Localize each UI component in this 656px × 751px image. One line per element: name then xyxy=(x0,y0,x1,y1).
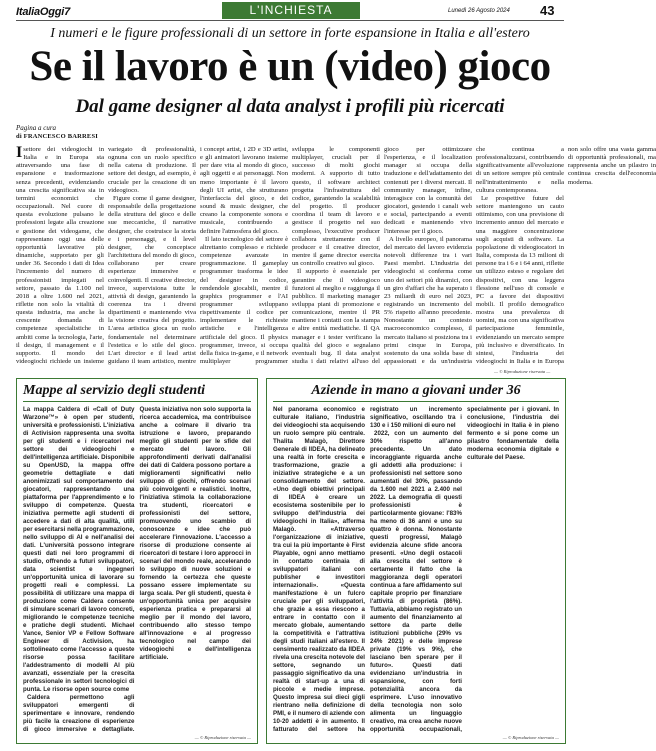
article-kicker: I numeri e le figure professionali di un settore in forte espansione in Italia e all'estero xyxy=(50,26,530,41)
masthead xyxy=(0,0,580,20)
issue-date: Lunedì 26 Agosto 2024 xyxy=(448,8,510,14)
page-number: 43 xyxy=(540,3,555,18)
box-body xyxy=(17,402,257,739)
article-headline: Se il lavoro è un (video) gioco xyxy=(29,43,551,90)
byline-prefix: Pagina a cura xyxy=(16,124,57,132)
box-paragraph: Caldera permettono agli sviluppatori emergenti di sperimentare e innovare, rendendo più facile la creazione di esperienze di gioco immersive e dettagliate. Questa iniziativa non solo supporta la ricerca accademica, ma contribuisce anche a colmare il divario tra istruzione e lavoro, preparando meglio gli studenti per le sfide del mercato del lavoro. Gli approfondimenti derivati dall'analisi dei dati di Caldera possono portare a miglioramenti significativi nello sviluppo di giochi, offrendo scenari più coinvolgenti e realistici. Inoltre, l'iniziativa stimola la collaborazione tra studenti, ricercatori e professionisti del settore, promuovendo uno scambio di conoscenze e idee che può accelerare l'innovazione. L'accesso a risorse di produzione consente ai ricercatori di testare i loro approcci in scenari del mondo reale, accelerando lo sviluppo di nuove soluzioni e fornendo la certezza che queste possano essere implementate su larga scala. Per gli studenti, questa è un'opportunità unica per acquisire esperienza pratica e prepararsi al meglio per il mondo del lavoro, contribuendo allo stesso tempo all'innovazione e al progresso tecnologico nel campo dei videogiochi e dell'intelligenza artificiale. xyxy=(23,406,251,733)
box-body xyxy=(267,402,565,739)
publication-name: ItaliaOggi7 xyxy=(16,6,71,18)
article-subheadline: Dal game designer al data analyst i profili più ricercati xyxy=(75,96,505,117)
box-paragraph: La mappa Caldera di «Call of Duty Warzone™» è open per studenti, università e professionisti. L'iniziativa di Activision rappresenta una svolta per gli studenti e i ricercatori nel settore dei videogiochi e dell'intelligenza artificiale. Disponibile su OpenUSD, la mappa offre geometrie dettagliate e dati anonimizzati sul comportamento dei giocatori, rappresentando una piattaforma per l'apprendimento e lo sviluppo di competenze. Questa iniziativa permette agli studenti di accedere a dati di alta qualità, utili per esercitarsi nella programmazione, nello sviluppo di AI e nell'analisi dei dati. L'università possono integrare questi dati nei loro programmi di studio, offrendo a futuri sviluppatori, data scientist e ingegneri un'opportunità unica di lavorare su progetti reali e complessi. La possibilità di utilizzare una mappa di produzione come Caldera consente di simulare scenari di lavoro concreti, migliorando le competenze tecniche e pratiche degli studenti. Michael Vance, Senior VP e Fellow Software Engineer di Activision, ha sottolineato come l'accesso a queste risorse possa facilitare l'addestramento di modelli AI più avanzati, essenziale per la crescita professionale in settori tecnologici di punta. Le risorse open source come xyxy=(23,406,135,693)
article-paragraph: Isettore dei videogiochi in Italia e in Europa sta attraversando una fase di espansione e trasformazione senza precedenti, evidenziando una crescita significativa sia in termini economici che occupazionali. Nel cuore di questa evoluzione pulsano le professioni legate alla creazione e gestione dei videogame, che rappresentano oggi una delle opportunità lavorative più dinamiche, supportato per gli under 36. Secondo i dati di Idea l'incremento del numero di professionisti impiegati nel settore, passato da 1.100 nel 2018 a oltre 1.600 nel 2021, riflette non solo la vitalità di questa industria, ma anche la crescente domanda di competenze specialistiche in ambiti come la tecnologia, l'arte, il design, il management e il supporto. Il mondo dei videogiochi richiede un insieme variegato di professionalità, ognuna con un ruolo specifico nella catena di produzione. Il settore dei design, ad esempio, è cruciale per la creazione di un videogioco. xyxy=(16,144,196,366)
box-credit: — © Riproduzione riservata — xyxy=(194,735,251,740)
article-paragraph: Le prospettive future del settore mantengono un cauto ottimismo, con una previsione di incremento annuo del mercato e una maggiore concentrazione sugli acquisti di software. La popolazione di videogiocatori in Italia, composta da 13 milioni di persone tra i 6 e i 64 anni, riflette un utilizzo esteso e regolare dei dispositivi, con una leggera flessione nell'uso di console e PC a favore dei dispositivi mobili. Il profilo demografico mostra una prevalenza di uomini, ma con una significativa partecipazione femminile, evidenziando un mercato sempre più inclusivo e diversificato. In sintesi, l'industria dei videogiochi in Italia e in Europa non solo offre una vasta gamma di opportunità professionali, ma rappresenta anche un pilastro in continua crescita dell'economia moderna. xyxy=(476,146,656,366)
box-paragraph: Nel panorama economico e culturale italiano, l'industria dei videogiochi sta acquisendo un ruolo sempre più centrale. Thalita Malagò, Direttore Generale di IIDEA, ha delineato una realtà in forte crescita e trasformazione, grazie a iniziative strategiche e a un consolidamento del settore. «Uno degli obiettivi principali di IIDEA è creare un ecosistema sostenibile per lo sviluppo dell'industria dei videogiochi in Italia», afferma Malagò. «Attraverso l'organizzazione di iniziative, tra cui la più importante è First Playable, ogni anno mettiamo in contatto centinaia di sviluppatori italiani con publisher e investitori internazionali». «Questa manifestazione è un fulcro cruciale per gli sviluppatori, che grazie a essa riescono a entrare in contatto con il mercato globale, aumentando la competitività e l'attrattiva degli studi italiani all'estero. Il censimento realizzato da IIDEA rivela una crescita notevole del settore, segnando un passaggio significativo da una realtà di start-up a una di piccole e medie imprese. Questo impresa sui dieci gigli rientrano nella definizione di PMI, e il numero di aziende con 10-20 addetti è in aumento. Il fatturato del settore ha registrato un incremento significativo, oscillando tra i 130 e i 150 milioni di euro nel xyxy=(273,406,462,733)
box-title: Mappe al servizio degli studenti xyxy=(23,383,205,398)
sidebar-box-companies xyxy=(266,378,566,744)
article-paragraph: Figure come il game designer, responsabile della progettazione della struttura del gioco e delle sue meccaniche, il narrative designer, che costruisce la storia e i personaggi, e il level designer, che concepisce l'architettura del mondo di gioco, collaborano per creare esperienze immersive e coinvolgenti. Il creative director, invece, supervisiona tutte le attività di design, garantendo la coerenza tra i diversi dipartimenti e mantenendo viva la visione creativa del progetto. L'area artistica gioca un ruolo fondamentale nel determinare l'estetica e lo stile del gioco. L'art director e il lead artist guidano il team artistico, mentre i concept artist, i 2D e 3D artist, e gli animatori lavorano insieme per dare vita al mondo di gioco, agli oggetti e ai personaggi. Non meno importante è il lavoro degli UI artist, che strutturano l'interfaccia del gioco, e dei sound & music designer, che creano la componente sonora e musicale, contribuendo a definire l'atmosfera del gioco. xyxy=(108,146,288,366)
article-body xyxy=(16,144,656,367)
header-rule xyxy=(16,20,564,21)
article-credit: — © Riproduzione riservata — xyxy=(494,369,551,374)
box-paragraph: 2022, con un aumento del 30% rispetto all'anno precedente. Un dato incoraggiante riguarda anche gli addetti alla produzione: i professionisti nel settore sono aumentati del 30%, passando da 1.600 nel 2021 a 2.400 nel 2022. La demografia di questi professionisti è particolarmente giovane: l'83% ha meno di 36 anni e uno su quattro è donna. Nonostante questi progressi, Malagò evidenzia alcune sfide ancora presenti. «Uno degli ostacoli alla crescita del settore è certamente il fatto che la maggioranza degli operatori continua a fare affidamento sul capitale proprio per finanziare l'attività di proprietà (86%). Tuttavia, abbiamo registrato un aumento del finanziamento al settore da parte delle istituzioni pubbliche (29% vs 24% 2021) e delle imprese private (19% vs 9%), che lasciano ben sperare per il futuro». Questi dati evidenziano un'industria in espansione, con forti potenzialità ancora da esprimere. L'uso innovativo della tecnologia non solo alimenta un linguaggio creativo, ma crea anche nuove opportunità occupazionali, specialmente per i giovani. In conclusione, l'industria dei videogiochi in Italia è in pieno fermento e si pone come un pilastro fondamentale della moderna economia digitale e culturale del Paese. xyxy=(370,406,559,733)
article-paragraph: Il lato tecnologico del settore è altrettanto complesso e richiede competenze avanzate in programmazione. Il gameplay programmer trasforma le idee del designer in codice, rendendole giocabili, mentre il graphics programmer e l'AI programmer sviluppano rispettivamente il codice per implementare le richieste artistiche e l'intelligenza artificiale del gioco. Il physics programmer, invece, si occupa della fisica in-game, e il network multiplayer programmer sviluppa le componenti multiplayer, cruciali per il successo di molti giochi moderni. A supporto di tutto questo, il software architect progetta l'infrastruttura del codice, garantendo la scalabilità del progetto. Il producer coordina il team di lavoro e gestisce il progetto nel suo complesso, l'executive producer collabora strettamente con il producer e il creative director, mentre il game director esercita un controllo creativo sul gioco. xyxy=(200,146,380,366)
byline xyxy=(16,124,116,141)
section-label: L'INCHIESTA xyxy=(222,2,360,19)
article-paragraph: Il supporto è essenziale per garantire che il videogioco funzioni al meglio e raggiunga il pubblico. Il marketing manager sviluppa piani di promozione e comunicazione, mentre il PR mantiene i contatti con la stampa e altre entità mediatiche. Il QA manager e i tester verificano la qualità del gioco e segnalano eventuali bug. Il data analyst studia i dati relativi all'uso del gioco per ottimizzare l'esperienza, e il localization manager si occupa della traduzione e dell'adattamento dei contenuti per i diversi mercati. Il community manager, infine, interagisce con la comunità dei giocatori, gestendo i canali web e social, partecipando a eventi dedicati e mantenendo vivo l'interesse per il gioco. xyxy=(292,146,472,366)
byline-author: di FRANCESCO BARRESI xyxy=(16,132,99,140)
article-paragraph: A livello europeo, il panorama del mercato del lavoro evidenzia notevoli differenze tra i vari Paesi membri. L'industria dei videogiochi si conferma come uno dei settori più dinamici, con un giro d'affari che ha superato i 23 miliardi di euro nel 2023, registrando un incremento del 5% rispetto all'anno precedente. Nonostante un contesto macroeconomico complesso, il mercato italiano si posiziona tra i primi cinque in Europa, sostenuto da una solida base di appassionati e da un'industria che continua a professionalizzarsi, contribuendo significativamente all'evoluzione di un settore sempre più centrale nell'intrattenimento e nella cultura contemporanea. xyxy=(384,146,564,366)
box-title: Aziende in mano a giovani under 36 xyxy=(311,383,521,398)
sidebar-box-students xyxy=(16,378,258,744)
box-credit: — © Riproduzione riservata — xyxy=(502,735,559,740)
